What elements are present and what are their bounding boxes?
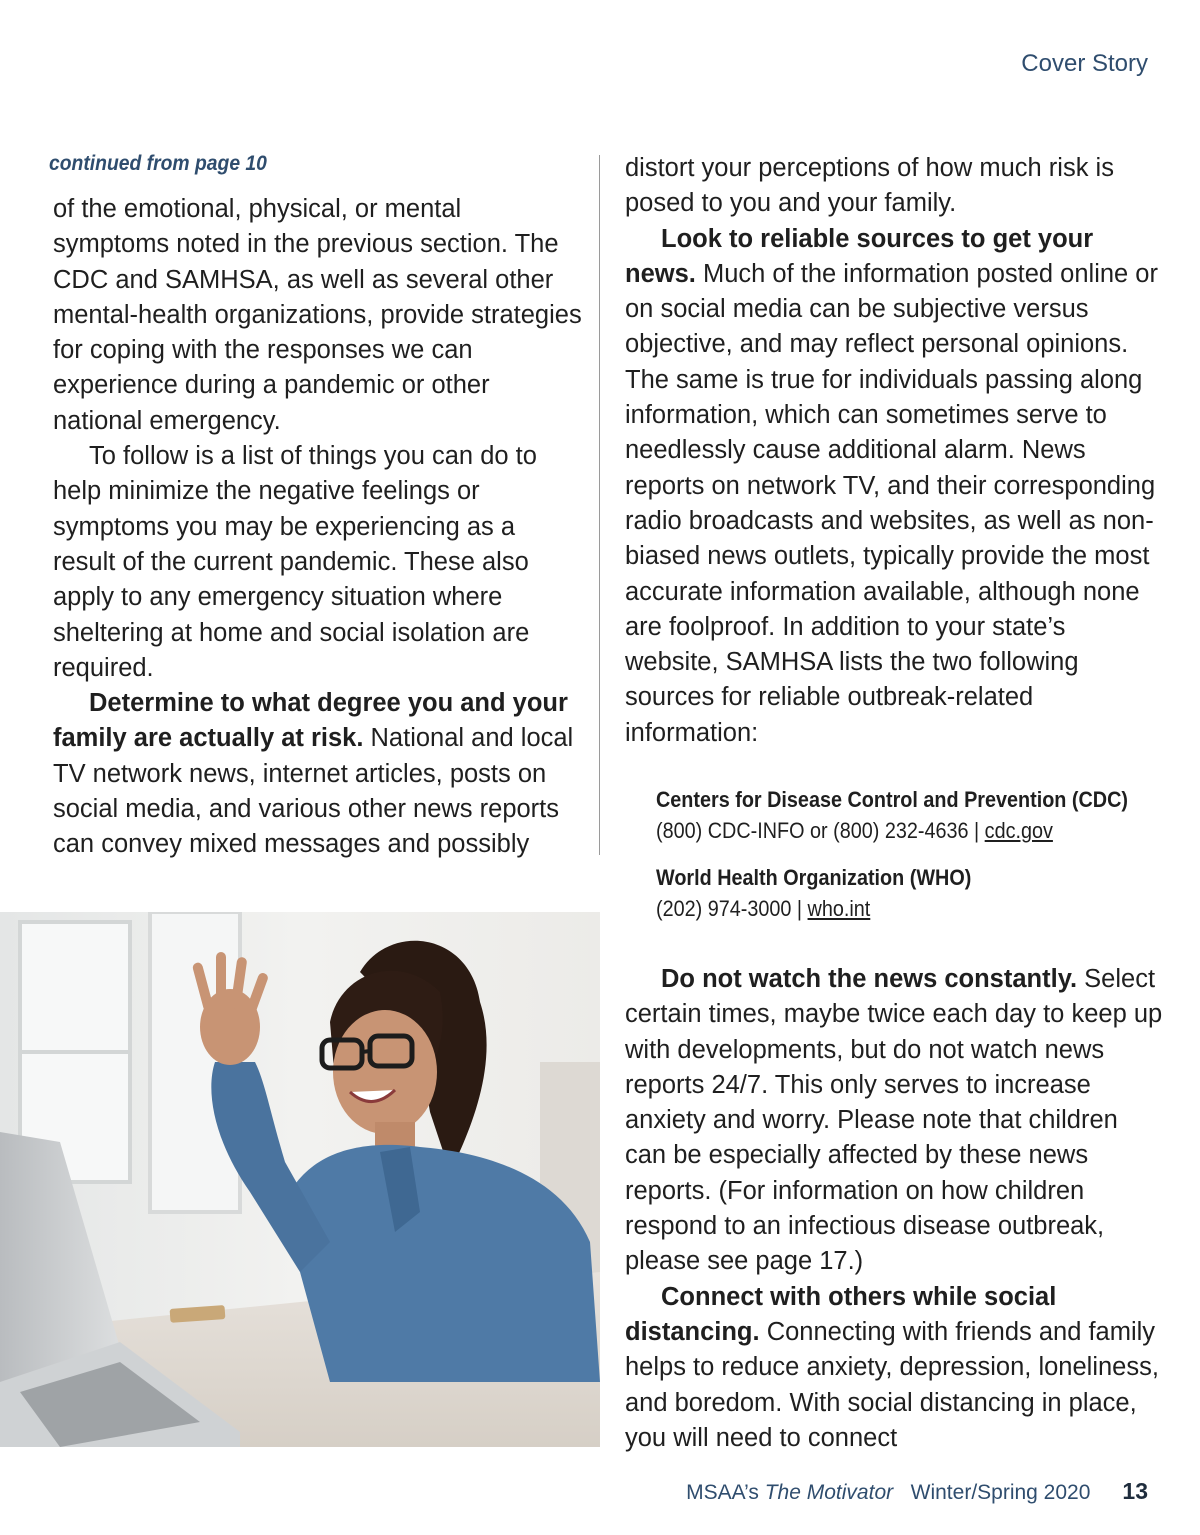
column-divider [599, 155, 600, 855]
photo-illustration [0, 912, 600, 1447]
source-cdc-name: Centers for Disease Control and Prevention (CDC) [656, 787, 1128, 812]
cdc-link[interactable]: cdc.gov [984, 818, 1053, 843]
right-paragraph-2 [625, 222, 1165, 751]
right-p4-heading: Connect with others while social distancing. [625, 1282, 1057, 1346]
right-p3-text: Select certain times, maybe twice each day to keep up with developments, but do not watch news reports 24/7. This only serves to increase anxiety and worry. Please note that children can be especially affected by these news reports. (For information on how children respond to an infectious disease outbreak, please see page 17.) [625, 965, 1163, 1276]
source-who-name: World Health Organization (WHO) [656, 865, 972, 890]
continued-note: continued from page 10 [49, 152, 267, 175]
right-column-top [625, 151, 1165, 751]
section-label: Cover Story [1021, 50, 1148, 77]
footer-magazine: The Motivator [764, 1481, 894, 1504]
right-p4-text: Connecting with friends and family helps to reduce anxiety, depression, loneliness, and boredom. With social distancing in place, you will need to connect [625, 1317, 1159, 1452]
right-p2-text: Much of the information posted online or on social media can be subjective versus objective, and may reflect personal opinions. The same is true for individuals passing along information, which can sometimes serve to needlessly cause additional alarm. News reports on network TV, and their corresponding radio broadcasts and websites, as well as non-biased news outlets, typically provide the most accurate information available, although none are foolproof. In addition to your state’s website, SAMHSA lists the two following sources for reliable outbreak-related information: [625, 259, 1158, 747]
right-paragraph-3 [625, 962, 1165, 1280]
right-paragraph-1: distort your perceptions of how much risk is posed to you and your family. [625, 154, 1114, 218]
footer-publisher: MSAA’s [686, 1481, 765, 1504]
source-who-phone: (202) 974-3000 | [656, 896, 808, 921]
footer-issue: Winter/Spring 2020 [910, 1481, 1091, 1504]
left-paragraph-3 [53, 686, 583, 862]
right-p3-heading: Do not watch the news constantly. [661, 965, 1078, 993]
left-p3-heading: Determine to what degree you and your family are actually at risk. [53, 689, 568, 753]
page-number: 13 [1122, 1478, 1148, 1504]
right-column-bottom [625, 962, 1165, 1456]
left-paragraph-2: To follow is a list of things you can do to help minimize the negative feelings or symptoms you may be experiencing as a result of the current pandemic. These also apply to any emergency situation where sheltering at home and social isolation are required. [53, 442, 537, 682]
left-paragraph-1: of the emotional, physical, or mental symptoms noted in the previous section. The CDC and SAMHSA, as well as several other mental-health organizations, provide strategies for coping with the responses we can experience during a pandemic or other national emergency. [53, 195, 582, 435]
source-who [656, 862, 971, 924]
page-footer [686, 1478, 1148, 1505]
left-p3-text: National and local TV network news, internet articles, posts on social media, and various other news reports can convey mixed messages and possibly [53, 724, 574, 859]
right-p2-heading: Look to reliable sources to get your news. [625, 224, 1094, 288]
source-cdc-phone: (800) CDC-INFO or (800) 232-4636 | [656, 818, 985, 843]
left-column [53, 192, 583, 863]
right-paragraph-4 [625, 1280, 1165, 1456]
who-link[interactable]: who.int [807, 896, 871, 921]
woman-video-call-photo [0, 912, 600, 1447]
source-cdc [656, 784, 1128, 846]
